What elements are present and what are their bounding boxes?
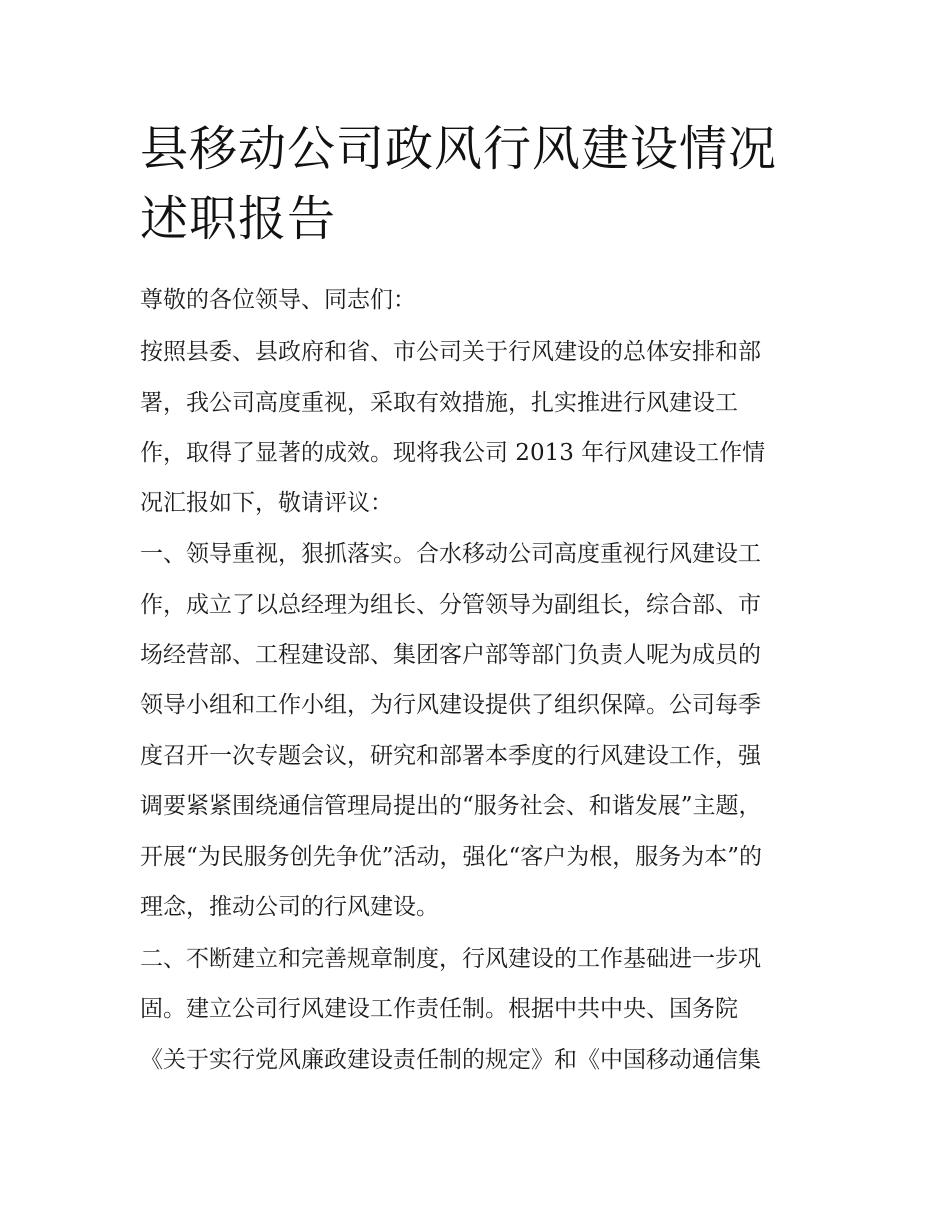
title-line-2: 述职报告 bbox=[140, 191, 337, 247]
body-line: 场经营部、工程建设部、集团客户部等部门负责人呢为成员的 bbox=[140, 642, 761, 668]
body-line: 理念，推动公司的行风建设。 bbox=[140, 894, 439, 920]
body-line: 度召开一次专题会议，研究和部署本季度的行风建设工作，强 bbox=[140, 743, 761, 769]
body-line: 固。建立公司行风建设工作责任制。根据中共中央、国务院 bbox=[140, 996, 738, 1022]
body-line: 作，成立了以总经理为组长、分管领导为副组长，综合部、市 bbox=[140, 592, 761, 618]
body-line: 领导小组和工作小组，为行风建设提供了组织保障。公司每季 bbox=[140, 692, 761, 718]
body-line: 况汇报如下，敬请评议： bbox=[140, 490, 393, 516]
salutation-line: 尊敬的各位领导、同志们： bbox=[140, 287, 416, 313]
body-line: 二、不断建立和完善规章制度，行风建设的工作基础进一步巩 bbox=[140, 946, 761, 972]
title-line-1: 县移动公司政风行风建设情况 bbox=[140, 121, 778, 177]
body-line: 按照县委、县政府和省、市公司关于行风建设的总体安排和部 bbox=[140, 339, 761, 365]
body-line: 署，我公司高度重视，采取有效措施，扎实推进行风建设工 bbox=[140, 390, 738, 416]
body-line: 《关于实行党风廉政建设责任制的规定》和《中国移动通信集 bbox=[140, 1047, 761, 1073]
body-line: 一、领导重视，狠抓落实。合水移动公司高度重视行风建设工 bbox=[140, 541, 761, 567]
body-line: 开展“为民服务创先争优”活动，强化“客户为根，服务为本”的 bbox=[140, 844, 763, 870]
document-title bbox=[140, 114, 820, 254]
body-line: 作，取得了显著的成效。现将我公司 2013 年行风建设工作情 bbox=[140, 440, 766, 466]
body-line: 调要紧紧围绕通信管理局提出的“服务社会、和谐发展”主题， bbox=[140, 793, 762, 819]
